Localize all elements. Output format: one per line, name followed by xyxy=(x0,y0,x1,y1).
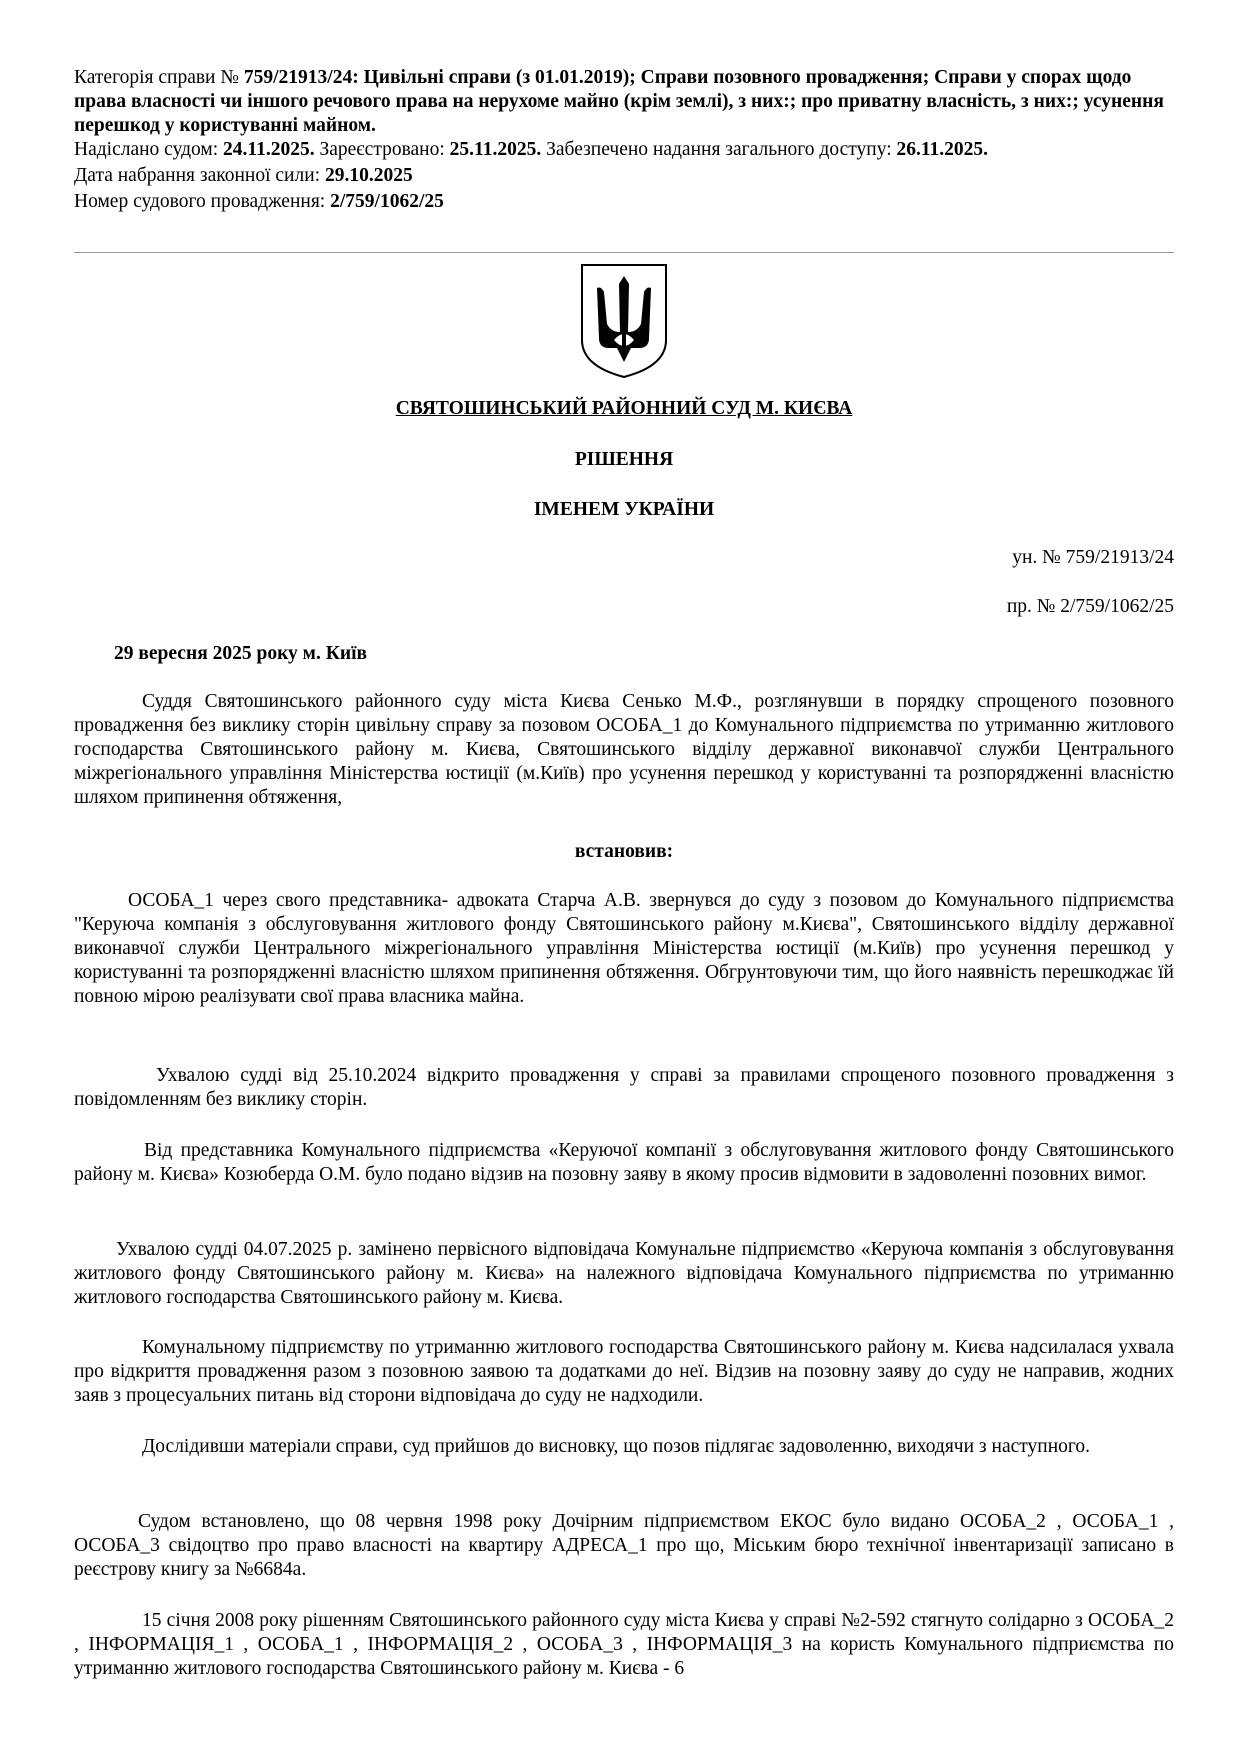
category-label: Категорія справи № xyxy=(74,67,244,88)
document-subtitle: ІМЕНЕМ УКРАЇНИ xyxy=(533,499,715,520)
paragraph: 15 січня 2008 року рішенням Святошинського районного суду міста Києва у справі №2-592 стягнуто солідарно з ОСОБА_2 , ІНФОРМАЦІЯ_1 , ОСОБА_1 , ІНФОРМАЦІЯ_2 , ОСОБА_3 , ІНФОРМАЦІЯ_3 на користь Комунального підприємства по утриманню житлового господарства Святошинського району м. Києва - 6 xyxy=(74,1610,1174,1679)
dates-line xyxy=(74,138,1174,162)
paragraph: Від представника Комунального підприємства «Керуючої компанії з обслуговування житлового фонду Святошинського району м. Києва» Козюберда О.М. було подано відзив на позовну заяву в якому просив відмовити в задоволенні позовних вимог. xyxy=(74,1140,1174,1185)
proceeding-value: 2/759/1062/25 xyxy=(330,191,444,212)
proceeding-number: пр. № 2/759/1062/25 xyxy=(1006,596,1174,617)
paragraph: Ухвалою судді від 25.10.2024 відкрито провадження у справі за правилами спрощеного позовного провадження з повідомленням без виклику сторін. xyxy=(74,1065,1174,1110)
paragraph: Комунальному підприємству по утриманню житлового господарства Святошинського району м. Києва надсилалася ухвала про відкриття провадження разом з позовною заявою та додатками до неї. Відзив на позовну заяву до суду не направив, жодних заяв з процесуальних питань від сторони відповідача до суду не надходили. xyxy=(74,1337,1174,1406)
paragraph: Ухвалою судді 04.07.2025 р. замінено первісного відповідача Комунальне підприємство «Керуюча компанія з обслуговування житлового фонду Святошинського району м. Києва» на належного відповідача Комунального підприємства по утриманню житлового господарства Святошинського району м. Києва. xyxy=(74,1239,1174,1308)
access-value: 26.11.2025. xyxy=(896,139,989,160)
decision-date: 29 вересня 2025 року м. Київ xyxy=(114,643,368,664)
access-label: Забезпечено надання загального доступу: xyxy=(541,139,897,160)
intro-paragraph: Суддя Святошинського районного суду міста Києва Сенько М.Ф., розглянувши в порядку спрощеного позовного провадження без виклику сторін цивільну справу за позовом ОСОБА_1 до Комунального підприємства по утриманню житлового господарства Святошинського району м. Києва, Святошинського відділу державної виконавчої служби Центрального міжрегіонального управління Міністерства юстиції (м.Київ) про усунення перешкод у користуванні та розпорядженні власністю шляхом припинення обтяження, xyxy=(74,691,1174,808)
category-line xyxy=(74,66,1174,138)
case-number: ун. № 759/21913/24 xyxy=(1012,547,1174,568)
proceeding-line xyxy=(74,190,1174,214)
category-value: 759/21913/24: Цивільні справи (з 01.01.2019); Справи позовного провадження; Справи у спорах щодо права власності чи іншого речового права на нерухоме майно (крім землі), з них:; про приватну власність, з них:; усунення перешкод у користуванні майном. xyxy=(74,67,1164,136)
paragraph: ОСОБА_1 через свого представника- адвоката Старча А.В. звернувся до суду з позовом до Комунального підприємства "Керуюча компанія з обслуговування житлового фонду Святошинського району м.Києва", Святошинського відділу державної виконавчої служби Центрального міжрегіонального управління Міністерства юстиції (м.Київ) про усунення перешкод у користуванні та розпорядженні власністю шляхом припинення обтяження. Обгрунтовуючи тим, що його наявність перешкоджає їй повною мірою реалізувати свої права власника майна. xyxy=(74,890,1174,1007)
paragraph: Дослідивши матеріали справи, суд прийшов до висновку, що позов підлягає задоволенню, виходячи з наступного. xyxy=(142,1436,1091,1457)
sent-label: Надіслано судом: xyxy=(74,139,224,160)
established-heading: встановив: xyxy=(574,841,674,862)
proceeding-label: Номер судового провадження: xyxy=(74,191,331,212)
registered-value: 25.11.2025. xyxy=(449,139,542,160)
sent-value: 24.11.2025. xyxy=(223,139,315,160)
effective-value: 29.10.2025 xyxy=(324,165,413,186)
effective-label: Дата набрання законної сили: xyxy=(74,165,325,186)
effective-date-line xyxy=(74,164,1174,188)
header-divider xyxy=(74,252,1174,253)
paragraph: Судом встановлено, що 08 червня 1998 року Дочірним підприємством ЕКОС було видано ОСОБА_2 , ОСОБА_1 , ОСОБА_3 свідоцтво про право власності на квартиру АДРЕСА_1 про що, Міським бюро технічної інвентаризації записано в реєстрову книгу за №6684а. xyxy=(74,1511,1174,1580)
court-name: СВЯТОШИНСЬКИЙ РАЙОННИЙ СУД М. КИЄВА xyxy=(395,398,853,419)
trident-coat-of-arms-icon xyxy=(579,262,669,380)
registered-label: Зареєстровано: xyxy=(314,139,450,160)
document-title: РІШЕННЯ xyxy=(574,449,674,470)
